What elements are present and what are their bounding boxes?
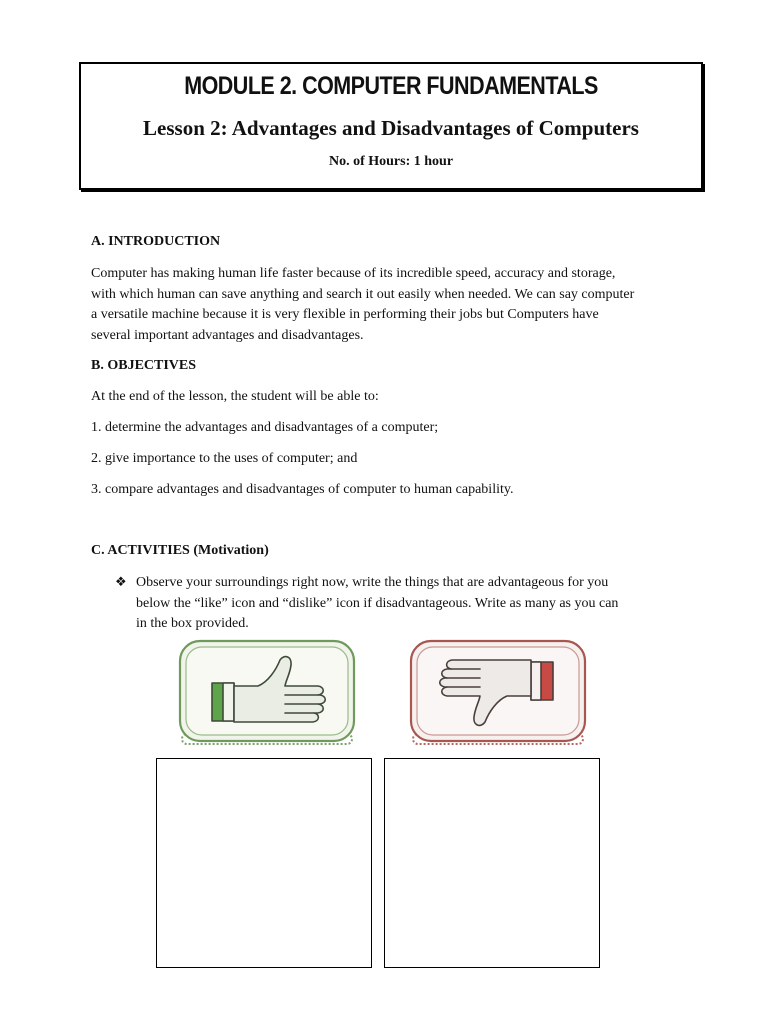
objectives-intro: At the end of the lesson, the student will be able to:	[91, 389, 379, 404]
activity-instruction-text	[136, 573, 666, 635]
activities-heading: C. ACTIVITIES (Motivation)	[91, 543, 269, 558]
objective-item: 1. determine the advantages and disadvantages of a computer;	[91, 420, 439, 435]
hours-label: No. of Hours: 1 hour	[328, 154, 454, 169]
module-header-box	[79, 62, 703, 190]
introduction-line: Computer has making human life faster because of its incredible speed, accuracy and storage,	[91, 266, 616, 281]
introduction-heading: A. INTRODUCTION	[91, 234, 221, 249]
thumbs-up-icon	[178, 638, 356, 750]
introduction-paragraph	[91, 264, 691, 346]
objectives-heading: B. OBJECTIVES	[91, 358, 197, 373]
activity-instruction-line: below the “like” icon and “dislike” icon if disadvantageous. Write as many as you can	[136, 595, 619, 611]
objective-item: 2. give importance to the uses of computer; and	[91, 451, 358, 466]
introduction-line: several important advantages and disadvantages.	[91, 327, 364, 343]
introduction-line: a versatile machine because it is very flexible in performing their jobs but Computers have	[91, 307, 599, 322]
activity-instruction-line: in the box provided.	[136, 616, 249, 631]
module-title: MODULE 2. COMPUTER FUNDAMENTALS	[184, 72, 598, 100]
activity-instruction-line: Observe your surroundings right now, write the things that are advantageous for you	[136, 575, 609, 590]
advantages-answer-box[interactable]	[156, 758, 372, 968]
disadvantages-answer-box[interactable]	[384, 758, 600, 968]
thumbs-down-icon	[409, 638, 587, 750]
diamond-bullet-icon: ❖	[115, 574, 127, 589]
introduction-line: with which human can save anything and search it out easily when needed. We can say computer	[91, 286, 635, 302]
lesson-title: Lesson 2: Advantages and Disadvantages of Computers	[143, 116, 639, 140]
objective-item: 3. compare advantages and disadvantages of computer to human capability.	[91, 482, 514, 497]
